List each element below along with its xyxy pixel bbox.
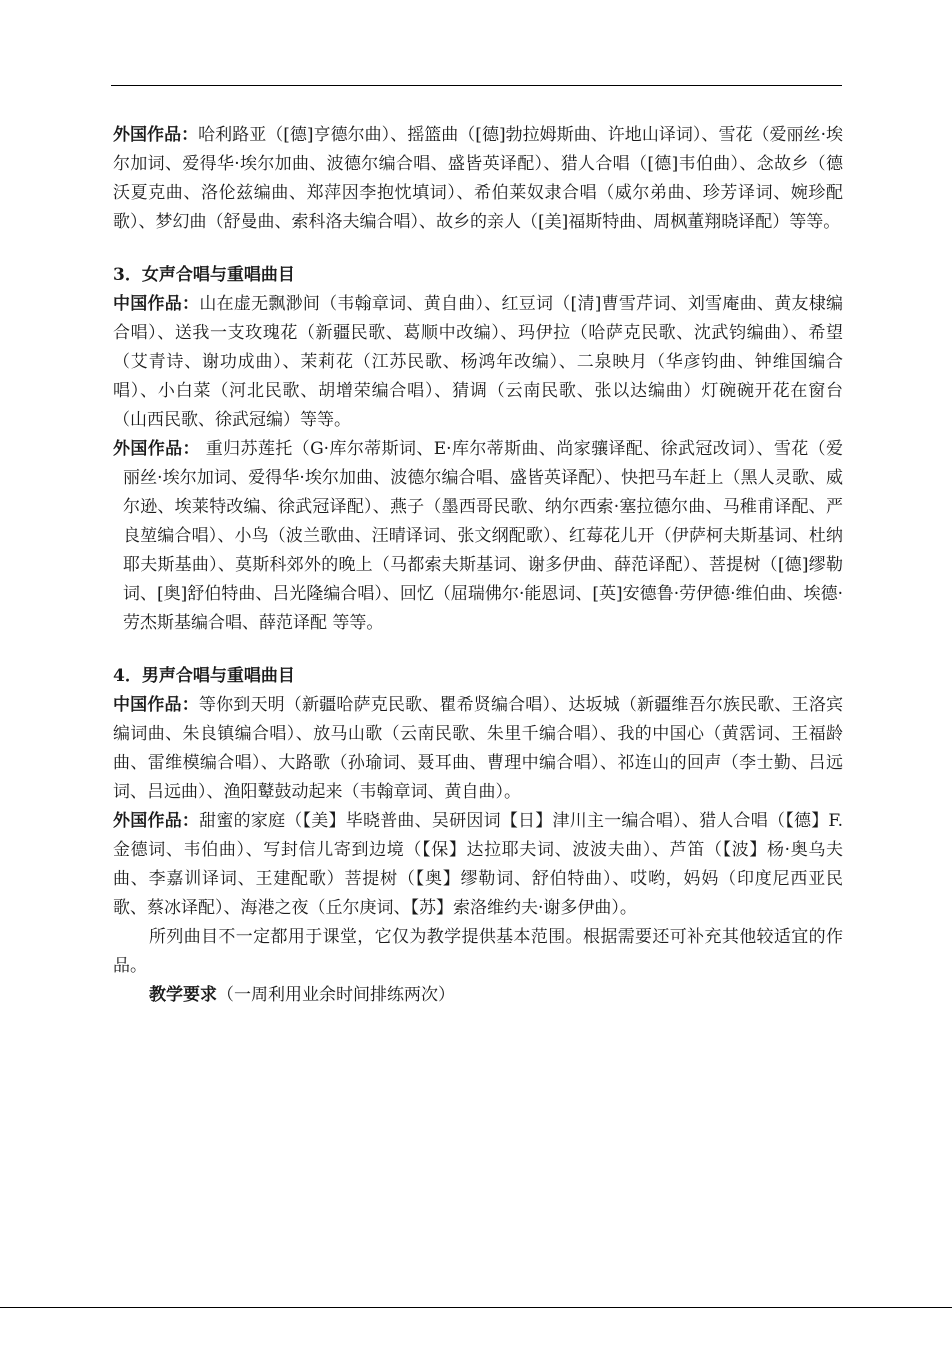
chinese-works-label: 中国作品： — [113, 695, 199, 715]
section-3-foreign-paragraph — [113, 435, 843, 638]
section-4-foreign-paragraph — [113, 807, 843, 923]
section-3-chinese-paragraph — [113, 290, 843, 435]
foreign-works-label: 外国作品： — [113, 811, 200, 831]
chinese-works-label: 中国作品： — [113, 294, 200, 314]
requirements-label: 教学要求 — [149, 985, 217, 1005]
chinese-works-text: 山在虚无飘渺间（韦翰章词、黄自曲）、红豆词（[清]曹雪芹词、刘雪庵曲、黄友棣编合唱）、送我一支玫瑰花（新疆民歌、葛顺中改编）、玛伊拉（哈萨克民歌、沈武钧编曲）、希望（艾青诗、谢功成曲）、茉莉花（江苏民歌、杨鸿年改编）、二泉映月（华彦钧曲、钟维国编合唱）、小白菜（河北民歌、胡增荣编合唱）、猜调（云南民歌、张以达编曲）灯碗碗开花在窗台（山西民歌、徐武冠编）等等。 — [113, 294, 844, 430]
chinese-works-text: 等你到天明（新疆哈萨克民歌、瞿希贤编合唱）、达坂城（新疆维吾尔族民歌、王洛宾编词曲、朱良镇编合唱）、放马山歌（云南民歌、朱里千编合唱）、我的中国心（黄霑词、王福龄曲、雷维模编合唱）、大路歌（孙瑜词、聂耳曲、曹理中编合唱）、祁连山的回声（李士勤、吕远词、吕远曲）、渔阳鼙鼓动起来（韦翰章词、黄自曲）。 — [113, 695, 844, 802]
section-4-title: 4．男声合唱与重唱曲目 — [113, 666, 295, 686]
requirements-paragraph — [113, 981, 843, 1010]
section-4-chinese-paragraph — [113, 691, 843, 807]
foreign-works-label: 外国作品： — [113, 125, 199, 145]
footer-rule — [0, 1307, 952, 1308]
foreign-works-label: 外国作品： — [113, 439, 200, 459]
foreign-works-text: 哈利路亚（[德]亨德尔曲）、摇篮曲（[德]勃拉姆斯曲、许地山译词）、雪花（爱丽丝·埃尔加词、爱得华·埃尔加曲、波德尔编合唱、盛皆英译配）、猎人合唱（[德]韦伯曲）、念故乡（德沃夏克曲、洛伦兹编曲、郑萍因李抱忱填词）、希伯莱奴隶合唱（威尔弟曲、珍芳译词、婉珍配歌）、梦幻曲（舒曼曲、索科洛夫编合唱）、故乡的亲人（[美]福斯特曲、周枫董翔晓译配）等等。 — [113, 125, 844, 232]
foreign-works-paragraph — [113, 121, 843, 237]
note-paragraph: 所列曲目不一定都用于课堂，它仅为教学提供基本范围。根据需要还可补充其他较适宜的作品。 — [113, 927, 843, 976]
requirements-detail: （一周利用业余时间排练两次） — [217, 985, 455, 1005]
foreign-works-text: 重归苏莲托（G·库尔蒂斯词、E·库尔蒂斯曲、尚家骧译配、徐武冠改词）、雪花（爱丽丝·埃尔加词、爱得华·埃尔加曲、波德尔编合唱、盛皆英译配）、快把马车赶上（黑人灵歌、威尔逊、埃莱特改编、徐武冠译配）、燕子（墨西哥民歌、纳尔西索·塞拉德尔曲、马稚甫译配、严良堃编合唱）、小鸟（波兰歌曲、汪晴译词、张文纲配歌）、红莓花儿开（伊萨柯夫斯基词、杜纳耶夫斯基曲）、莫斯科郊外的晚上（马都索夫斯基词、谢多伊曲、薛范译配）、菩提树（[德]缪勒词、[奥]舒伯特曲、吕光隆编合唱）、回忆（屈瑞佛尔·能恩词、[英]安德鲁·劳伊德·维伯曲、埃德·劳杰斯基编合唱、薛范译配 等等。 — [123, 439, 844, 633]
section-3-title: 3．女声合唱与重唱曲目 — [113, 265, 295, 285]
header-rule — [111, 85, 842, 86]
document-body — [113, 121, 843, 1010]
foreign-works-text: 甜蜜的家庭（【美】毕晓普曲、吴研因词【日】津川主一编合唱）、猎人合唱（【德】F.金德词、韦伯曲）、写封信儿寄到边境（【保】达拉耶夫词、波波夫曲）、芦笛（【波】杨·奥乌夫曲、李嘉训译词、王建配歌）菩提树（【奥】缪勒词、舒伯特曲）、哎哟，妈妈（印度尼西亚民歌、蔡冰译配）、海港之夜（丘尔庚词、【苏】索洛维约夫·谢多伊曲）。 — [113, 811, 843, 918]
